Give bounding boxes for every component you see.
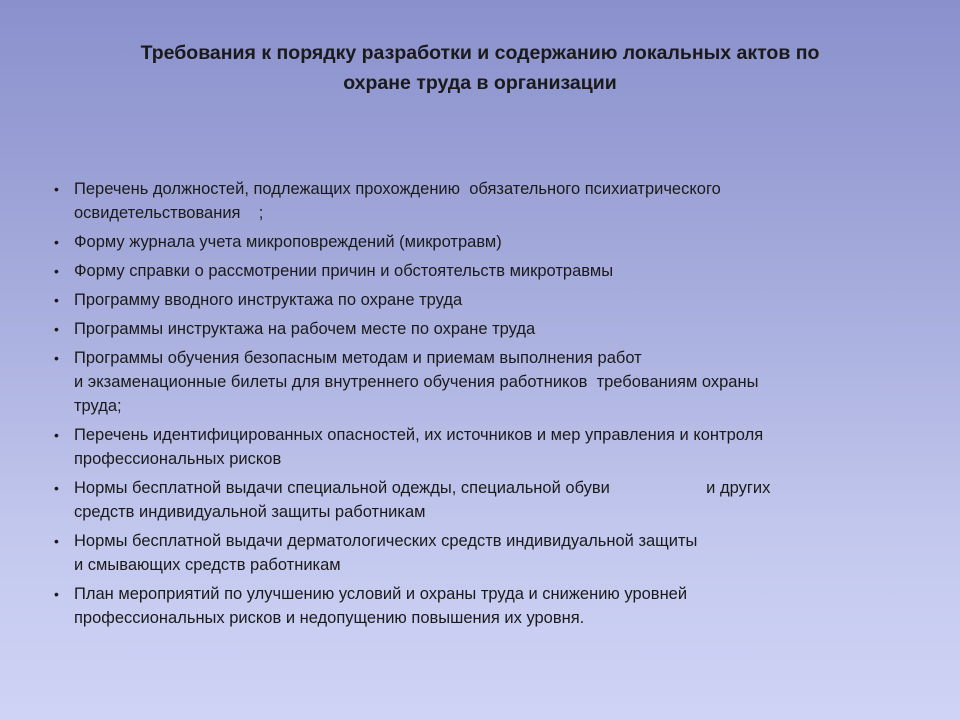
bullet-icon: • — [54, 181, 59, 197]
list-item-text: Перечень идентифицированных опасностей, их источников и мер управления и контроля профессиональных рисков — [74, 426, 764, 468]
bullet-icon: • — [54, 321, 59, 337]
bullet-icon: • — [54, 350, 59, 366]
list-item-text: Программы инструктажа на рабочем месте по охране труда — [74, 320, 536, 338]
list-item — [54, 259, 924, 283]
bullet-icon: • — [54, 263, 59, 279]
list-item-text: План мероприятий по улучшению условий и охраны труда и снижению уровней профессиональных рисков и недопущению повышения их уровня. — [74, 585, 688, 627]
list-item-text: Нормы бесплатной выдачи специальной одежды, специальной обуви и других средств индивидуальной защиты работникам — [74, 479, 771, 521]
bullet-icon: • — [54, 234, 59, 250]
bullet-icon: • — [54, 533, 59, 549]
list-item-text: Программы обучения безопасным методам и приемам выполнения работ и экзаменационные билеты для внутреннего обучения работников требованиям охраны труда; — [74, 349, 759, 415]
list-item — [54, 230, 924, 254]
list-item — [54, 288, 924, 312]
list-item-text: Перечень должностей, подлежащих прохождению обязательного психиатрического освидетельствования ; — [74, 180, 721, 222]
list-item — [54, 582, 924, 630]
list-item — [54, 529, 924, 577]
list-item — [54, 317, 924, 341]
bullet-icon: • — [54, 586, 59, 602]
bullet-icon: • — [54, 292, 59, 308]
bullet-icon: • — [54, 427, 59, 443]
slide-title: Требования к порядку разработки и содержанию локальных актов по охране труда в организации — [140, 42, 820, 94]
bullet-icon: • — [54, 480, 59, 496]
list-item — [54, 177, 924, 225]
list-item-text: Программу вводного инструктажа по охране труда — [74, 291, 463, 309]
list-item-text: Форму журнала учета микроповреждений (микротравм) — [74, 233, 502, 251]
list-item-text: Форму справки о рассмотрении причин и обстоятельств микротравмы — [74, 262, 614, 280]
requirements-list — [54, 177, 924, 635]
list-item-text: Нормы бесплатной выдачи дерматологических средств индивидуальной защиты и смывающих средств работникам — [74, 532, 698, 574]
list-item — [54, 346, 924, 418]
list-item — [54, 423, 924, 471]
list-item — [54, 476, 924, 524]
